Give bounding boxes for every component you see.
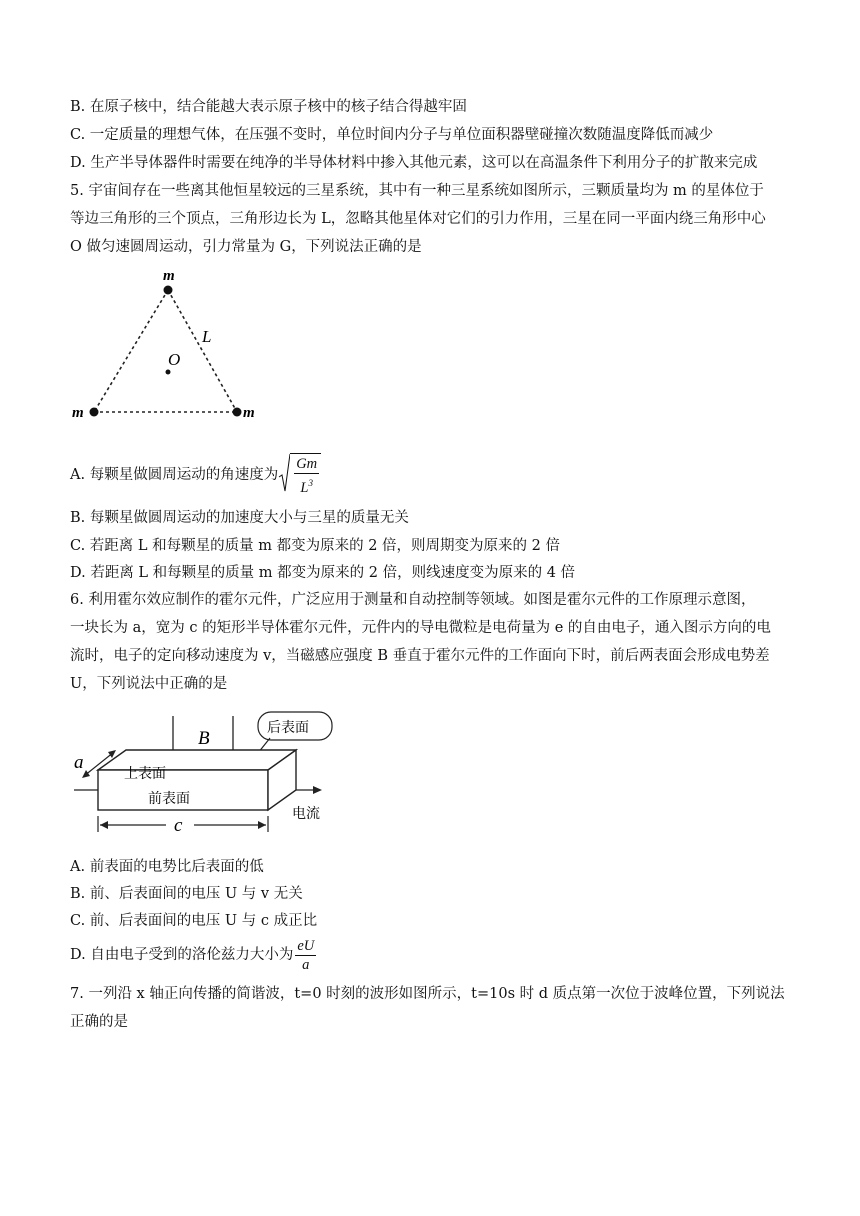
option-a-q6: A. 前表面的电势比后表面的低 — [70, 859, 264, 875]
label-a: a — [74, 752, 84, 773]
question-5-line1: 5. 宇宙间存在一些离其他恒星较远的三星系统，其中有一种三星系统如图所示，三颗质量均为 m 的星体位于 — [70, 183, 764, 199]
star-top — [164, 286, 173, 295]
label-center-O: O — [168, 350, 181, 369]
exponent: 3 — [308, 478, 313, 488]
star-left — [90, 408, 99, 417]
label-front-surface: 前表面 — [148, 791, 190, 807]
label-c: c — [174, 815, 183, 836]
label-B: B — [198, 728, 210, 749]
option-c-q4: C. 一定质量的理想气体，在压强不变时，单位时间内分子与单位面积器壁碰撞次数随温度降低而减少 — [70, 127, 714, 143]
question-6-line4: U，下列说法中正确的是 — [70, 676, 228, 692]
label-right-m: m — [243, 405, 255, 421]
hall-element-figure — [70, 706, 360, 841]
label-left-m: m — [72, 405, 84, 421]
triangle-left-side — [94, 290, 168, 412]
sqrt-expression — [278, 453, 321, 497]
label-side-L: L — [202, 327, 212, 346]
question-5-line2: 等边三角形的三个顶点，三角形边长为 L，忽略其他星体对它们的引力作用，三星在同一平面内绕三角形中心 — [70, 211, 766, 227]
option-d-q4: D. 生产半导体器件时需要在纯净的半导体材料中掺入其他元素，这可以在高温条件下利用分子的扩散来完成 — [70, 155, 758, 171]
star-right — [233, 408, 242, 417]
question-7-line2: 正确的是 — [70, 1014, 128, 1030]
label-current: 电流 — [292, 806, 320, 822]
fraction-numerator-eU: eU — [297, 937, 315, 954]
option-b-q6: B. 前、后表面间的电压 U 与 v 无关 — [70, 886, 303, 902]
question-6-line1: 6. 利用霍尔效应制作的霍尔元件，广泛应用于测量和自动控制等领域。如图是霍尔元件的工作原理示意图， — [70, 592, 756, 608]
option-a-q5-text: A. 每颗星做圆周运动的角速度为 — [70, 466, 279, 483]
option-d-q5: D. 若距离 L 和每颗星的质量 m 都变为原来的 2 倍，则线速度变为原来的 4 倍 — [70, 565, 576, 581]
label-back-surface: 后表面 — [267, 720, 309, 736]
option-c-q5: C. 若距离 L 和每颗星的质量 m 都变为原来的 2 倍，则周期变为原来的 2 倍 — [70, 538, 560, 554]
three-star-figure — [70, 262, 270, 422]
option-a-q5 — [70, 453, 321, 496]
question-6-line3: 流时，电子的定向移动速度为 v，当磁感应强度 B 垂直于霍尔元件的工作面向下时，前后两表面会形成电势差 — [70, 648, 770, 664]
label-top-m: m — [163, 268, 175, 284]
question-6-line2: 一块长为 a，宽为 c 的矩形半导体霍尔元件，元件内的导电微粒是电荷量为 e 的自由电子，通入图示方向的电 — [70, 620, 771, 636]
option-d-q6-text: D. 自由电子受到的洛伦兹力大小为 — [70, 947, 294, 963]
question-5-line3: O 做匀速圆周运动，引力常量为 G，下列说法正确的是 — [70, 239, 422, 255]
option-c-q6: C. 前、后表面间的电压 U 与 c 成正比 — [70, 913, 318, 929]
option-d-q6 — [70, 935, 316, 975]
label-top-surface: 上表面 — [124, 766, 166, 782]
option-b-q4: B. 在原子核中，结合能越大表示原子核中的核子结合得越牢固 — [70, 99, 467, 115]
fraction-denominator: L — [300, 479, 309, 496]
center-point — [166, 370, 171, 375]
fraction-numerator: Gm — [296, 456, 318, 472]
fraction-denominator-a: a — [302, 956, 310, 973]
question-7-line1: 7. 一列沿 x 轴正向传播的简谐波，t=0 时刻的波形如图所示，t=10s 时 d 质点第一次位于波峰位置，下列说法 — [70, 986, 785, 1002]
option-b-q5: B. 每颗星做圆周运动的加速度大小与三星的质量无关 — [70, 510, 409, 526]
